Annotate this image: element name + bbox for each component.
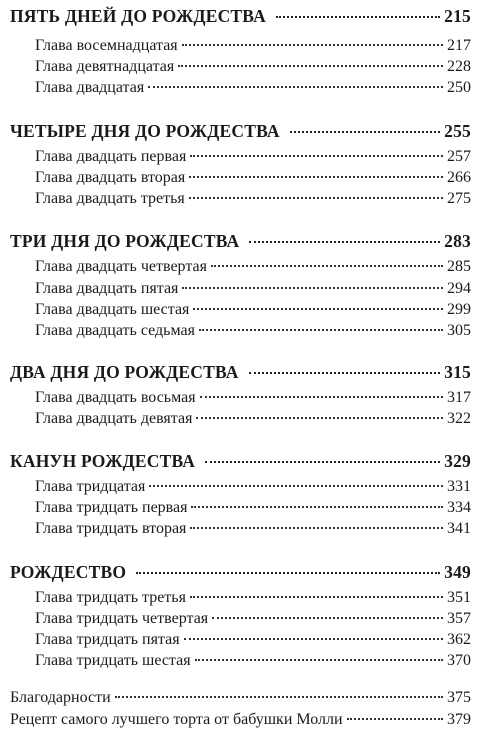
part-page-number: 329 (444, 451, 471, 471)
chapter-page-number: 317 (447, 389, 471, 406)
dot-leader (211, 265, 443, 267)
chapter-page-number: 351 (447, 589, 471, 606)
dot-leader (148, 86, 443, 88)
part-page-number: 283 (444, 231, 471, 251)
dot-leader (184, 638, 443, 640)
chapter-page-number: 285 (447, 258, 471, 275)
chapter-title: Глава тридцать четвертая (35, 610, 209, 627)
dot-leader (190, 527, 443, 529)
toc-chapter-row[interactable] (35, 301, 471, 319)
dot-leader (178, 65, 443, 67)
chapter-page-number: 362 (447, 631, 471, 648)
toc-part-row[interactable] (10, 6, 471, 27)
chapter-title: Глава двадцать восьмая (35, 389, 196, 406)
toc-part-row[interactable] (10, 362, 471, 383)
chapter-title: Глава двадцать третья (35, 190, 185, 207)
toc-chapter-row[interactable] (35, 410, 471, 428)
chapter-page-number: 331 (447, 478, 471, 495)
toc-chapter-row[interactable] (35, 148, 471, 166)
toc-chapter-row[interactable] (35, 478, 471, 496)
part-page-number: 215 (444, 6, 471, 26)
toc-chapter-row[interactable] (35, 652, 471, 670)
dot-leader (249, 241, 440, 243)
dot-leader (199, 329, 443, 331)
toc-chapter-row[interactable] (35, 631, 471, 649)
dot-leader (189, 197, 443, 199)
toc-chapter-row[interactable] (35, 190, 471, 208)
chapter-page-number: 294 (447, 280, 471, 297)
dot-leader (290, 131, 440, 133)
dot-leader (191, 506, 443, 508)
toc-part-row[interactable] (10, 562, 471, 583)
part-title: ДВА ДНЯ ДО РОЖДЕСТВА (10, 362, 239, 382)
toc-part-row[interactable] (10, 451, 471, 472)
toc-part-row[interactable] (10, 231, 471, 252)
part-page-number: 315 (444, 362, 471, 382)
chapter-title: Глава двадцать вторая (35, 169, 186, 186)
part-page-number: 349 (444, 562, 471, 582)
extra-title: Благодарности (10, 689, 111, 706)
chapter-page-number: 370 (447, 652, 471, 669)
part-title: ПЯТЬ ДНЕЙ ДО РОЖДЕСТВА (10, 6, 266, 26)
part-title: КАНУН РОЖДЕСТВА (10, 451, 196, 471)
toc-chapter-row[interactable] (35, 520, 471, 538)
toc-part-row[interactable] (10, 121, 471, 142)
chapter-page-number: 250 (447, 79, 471, 96)
chapter-page-number: 228 (447, 58, 471, 75)
chapter-page-number: 334 (447, 499, 471, 516)
dot-leader (190, 155, 443, 157)
dot-leader (182, 44, 443, 46)
toc-extra-row[interactable] (10, 711, 471, 729)
toc-extra-row[interactable] (10, 689, 471, 707)
part-page-number: 255 (444, 121, 471, 141)
part-title: ТРИ ДНЯ ДО РОЖДЕСТВА (10, 231, 240, 251)
chapter-title: Глава двадцать первая (35, 148, 187, 165)
toc-chapter-row[interactable] (35, 389, 471, 407)
dot-leader (276, 16, 440, 18)
part-title: ЧЕТЫРЕ ДНЯ ДО РОЖДЕСТВА (10, 121, 280, 141)
chapter-title: Глава тридцать пятая (35, 631, 180, 648)
chapter-page-number: 305 (447, 322, 471, 339)
chapter-page-number: 322 (447, 410, 471, 427)
chapter-title: Глава тридцать третья (35, 589, 186, 606)
toc-chapter-row[interactable] (35, 37, 471, 55)
chapter-title: Глава двадцать девятая (35, 410, 193, 427)
chapter-page-number: 341 (447, 520, 471, 537)
dot-leader (190, 596, 443, 598)
chapter-title: Глава тридцать шестая (35, 652, 191, 669)
chapter-title: Глава двадцать пятая (35, 280, 179, 297)
chapter-page-number: 266 (447, 169, 471, 186)
chapter-title: Глава тридцать вторая (35, 520, 187, 537)
chapter-title: Глава тридцать первая (35, 499, 188, 516)
dot-leader (212, 617, 443, 619)
chapter-page-number: 257 (447, 148, 471, 165)
toc-chapter-row[interactable] (35, 499, 471, 517)
chapter-title: Глава двадцать шестая (35, 301, 190, 318)
dot-leader (195, 659, 443, 661)
extra-page-number: 379 (447, 711, 471, 728)
dot-leader (136, 572, 440, 574)
dot-leader (149, 485, 443, 487)
chapter-title: Глава двадцать седьмая (35, 322, 195, 339)
dot-leader (182, 287, 443, 289)
dot-leader (189, 176, 443, 178)
dot-leader (193, 308, 443, 310)
chapter-title: Глава восемнадцатая (35, 37, 178, 54)
dot-leader (205, 461, 440, 463)
part-title: РОЖДЕСТВО (10, 562, 127, 582)
dot-leader (249, 372, 441, 374)
chapter-page-number: 299 (447, 301, 471, 318)
dot-leader (115, 696, 443, 698)
chapter-title: Глава девятнадцатая (35, 58, 175, 75)
chapter-title: Глава тридцатая (35, 478, 146, 495)
dot-leader (347, 718, 443, 720)
dot-leader (200, 396, 443, 398)
extra-page-number: 375 (447, 689, 471, 706)
toc-chapter-row[interactable] (35, 589, 471, 607)
chapter-page-number: 217 (447, 37, 471, 54)
toc-chapter-row[interactable] (35, 169, 471, 187)
chapter-page-number: 357 (447, 610, 471, 627)
toc-chapter-row[interactable] (35, 280, 471, 298)
toc-chapter-row[interactable] (35, 258, 471, 276)
chapter-page-number: 275 (447, 190, 471, 207)
extra-title: Рецепт самого лучшего торта от бабушки Молли (10, 711, 343, 728)
toc-chapter-row[interactable] (35, 58, 471, 76)
dot-leader (196, 417, 443, 419)
toc-chapter-row[interactable] (35, 610, 471, 628)
chapter-title: Глава двадцатая (35, 79, 145, 96)
toc-chapter-row[interactable] (35, 322, 471, 340)
toc-chapter-row[interactable] (35, 79, 471, 97)
chapter-title: Глава двадцать четвертая (35, 258, 207, 275)
